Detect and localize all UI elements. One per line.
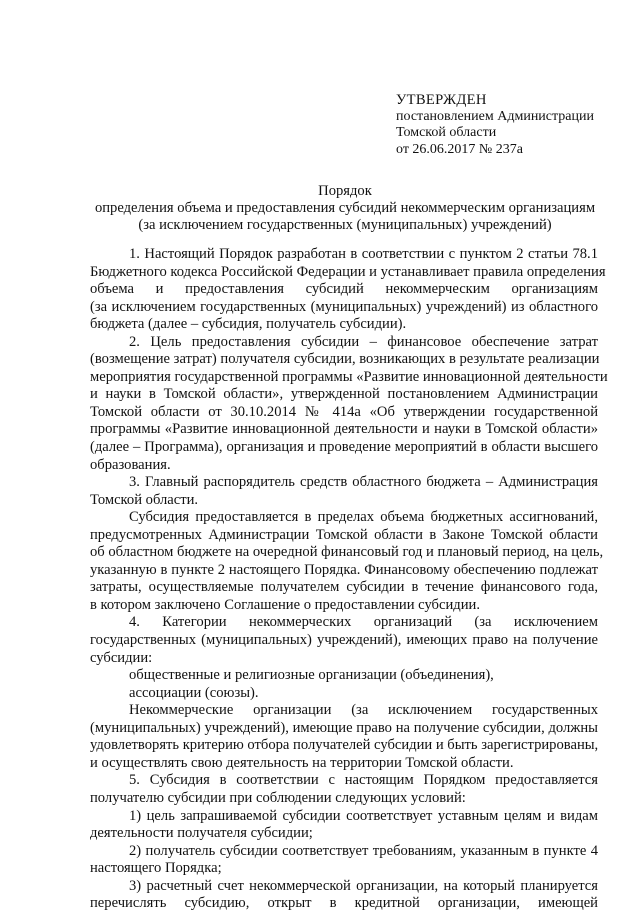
paragraph-line: (за исключением государственных (муниципальных) учреждений) из областного [90, 298, 598, 315]
paragraph-line: Субсидия предоставляется в пределах объема бюджетных ассигнований, [129, 509, 598, 526]
approval-head: УТВЕРЖДЕН [396, 92, 487, 108]
paragraph-line: в котором заключено Соглашение о предоставлении субсидии. [90, 596, 480, 613]
approval-line: постановлением Администрации [396, 108, 594, 124]
paragraph-line: объема и предоставления субсидий некоммерческим организациям [90, 281, 598, 298]
paragraph-line: Бюджетного кодекса Российской Федерации и устанавливает правила определения [90, 263, 606, 280]
paragraph-line: Томской области от 30.10.2014 № 414а «Об утверждении государственной [90, 403, 598, 420]
paragraph-line: общественные и религиозные организации (объединения), [129, 667, 494, 684]
paragraph-line: (далее – Программа), организация и проведение мероприятий в области высшего [90, 439, 598, 456]
paragraph-line: 1. Настоящий Порядок разработан в соответствии с пунктом 2 статьи 78.1 [129, 246, 598, 262]
paragraph-line: об областном бюджете на очередной финансовый год и плановый период, на цель, [90, 544, 604, 561]
document-title [90, 183, 600, 234]
paragraph-line: мероприятия государственной программы «Развитие инновационной деятельности [90, 368, 608, 385]
paragraph-line: 3) расчетный счет некоммерческой организации, на который планируется [129, 877, 598, 894]
paragraph-line: затраты, осуществляемые получателем субсидии в течение финансового года, [90, 579, 598, 596]
paragraph-line: образования. [90, 456, 171, 473]
paragraph-line: 4. Категории некоммерческих организаций (за исключением [129, 614, 598, 631]
paragraph-line: бюджета (далее – субсидия, получатель субсидии). [90, 316, 407, 333]
paragraph-line: 1) цель запрашиваемой субсидии соответствует уставным целям и видам [129, 807, 598, 824]
paragraph-line: государственных (муниципальных) учреждений), имеющих право на получение [90, 632, 598, 649]
approval-stamp [396, 92, 626, 158]
paragraph-line: и науки в Томской области», утвержденной постановлением Администрации [90, 386, 598, 403]
paragraph-line: программы «Развитие инновационной деятельности и науки в Томской области» [90, 421, 598, 438]
document-body [90, 246, 608, 913]
paragraph-line: получателю субсидии при соблюдении следующих условий: [90, 789, 466, 806]
paragraph-line: субсидии: [90, 649, 153, 666]
paragraph-line: предусмотренных Администрации Томской области в Законе Томской области [90, 526, 598, 543]
paragraph-line: и осуществлять свою деятельность на территории Томской области. [90, 754, 514, 771]
paragraph-line: удовлетворять критерию отбора получателей субсидии и быть зарегистрированы, [90, 737, 599, 754]
title-line: определения объема и предоставления субсидий некоммерческим организациям [94, 200, 596, 216]
paragraph-line: Некоммерческие организации (за исключением государственных [129, 702, 598, 719]
paragraph-line: 3. Главный распорядитель средств областного бюджета – Администрация [129, 474, 598, 491]
paragraph-line: перечислять субсидию, открыт в кредитной организации, имеющей [90, 895, 598, 912]
paragraph-line: Томской области. [90, 491, 199, 508]
paragraph-line: (муниципальных) учреждений), имеющие право на получение субсидии, должны [90, 719, 598, 736]
title-main: Порядок [318, 183, 372, 199]
paragraph-line: 2) получатель субсидии соответствует требованиям, указанным в пункте 4 [129, 842, 598, 859]
approval-line: от 26.06.2017 № 237а [396, 141, 524, 157]
paragraph-line: ассоциации (союзы). [129, 684, 259, 701]
paragraph-line: указанную в пункте 2 настоящего Порядка. Финансовому обеспечению подлежат [90, 561, 598, 578]
paragraph-line: деятельности получателя субсидии; [90, 825, 313, 842]
paragraph-line: 5. Субсидия в соответствии с настоящим Порядком предоставляется [129, 772, 598, 789]
paragraph-line: (возмещение затрат) получателя субсидии, возникающих в результате реализации [90, 351, 600, 368]
paragraph-line: настоящего Порядка; [90, 860, 222, 877]
title-line: (за исключением государственных (муниципальных) учреждений) [138, 217, 552, 233]
paragraph-line: 2. Цель предоставления субсидии – финансовое обеспечение затрат [129, 333, 598, 350]
approval-line: Томской области [396, 125, 497, 140]
